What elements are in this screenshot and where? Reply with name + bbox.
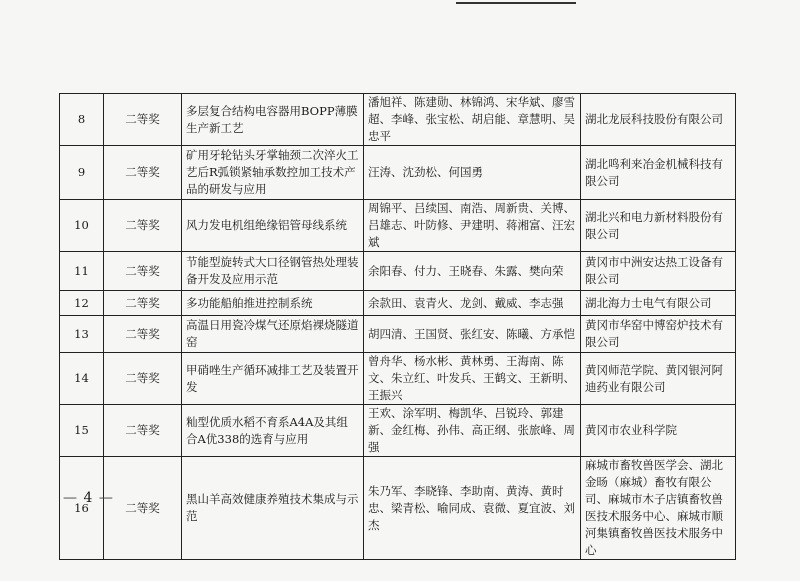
table-row: [60, 316, 736, 353]
project-name: 节能型旋转式大口径钢管热处理装备开发及应用示范: [182, 252, 364, 291]
table-row: [60, 252, 736, 291]
award-grade: 二等奖: [104, 94, 182, 146]
row-number: 8: [60, 94, 104, 146]
contributors: 潘旭祥、陈建勋、林锦鸿、宋华斌、廖雪超、李峰、张宝松、胡启能、章慧明、吴忠平: [364, 94, 581, 146]
page-number-value: 4: [83, 490, 94, 506]
award-grade: 二等奖: [104, 405, 182, 457]
row-number: 16: [60, 457, 104, 560]
award-grade: 二等奖: [104, 353, 182, 405]
award-grade: 二等奖: [104, 252, 182, 291]
organization: 湖北龙辰科技股份有限公司: [581, 94, 736, 146]
contributors: 余款田、袁青火、龙剑、戴威、李志强: [364, 291, 581, 316]
contributors: 汪涛、沈劲松、何国勇: [364, 146, 581, 200]
awards-table: [59, 93, 736, 560]
award-grade: 二等奖: [104, 291, 182, 316]
page-dash-left: —: [63, 490, 84, 506]
table-row: [60, 457, 736, 560]
table-row: [60, 146, 736, 200]
row-number: 13: [60, 316, 104, 353]
organization: 麻城市畜牧兽医学会、湖北金旸（麻城）畜牧有限公司、麻城市木子店镇畜牧兽医技术服务中心、麻城市顺河集镇畜牧兽医技术服务中心: [581, 457, 736, 560]
table-row: [60, 200, 736, 252]
contributors: 王欢、涂军明、梅凯华、吕锐玲、郭建新、金红梅、孙伟、高正纲、张旅峰、周强: [364, 405, 581, 457]
project-name: 籼型优质水稻不育系A4A及其组合A优338的选育与应用: [182, 405, 364, 457]
row-number: 10: [60, 200, 104, 252]
contributors: 胡四清、王国贤、张红安、陈曦、方承恺: [364, 316, 581, 353]
project-name: 黑山羊高效健康养殖技术集成与示范: [182, 457, 364, 560]
organization: 湖北鸣利来冶金机械科技有限公司: [581, 146, 736, 200]
award-grade: 二等奖: [104, 316, 182, 353]
top-margin-mark: [456, 2, 576, 7]
page-number: [63, 490, 114, 506]
contributors: 余阳春、付力、王晓春、朱露、樊向荣: [364, 252, 581, 291]
contributors: 周锦平、吕续国、南浩、周新贵、关博、吕雄志、叶防修、尹建明、蒋湘富、汪宏斌: [364, 200, 581, 252]
award-grade: 二等奖: [104, 200, 182, 252]
table-row: [60, 94, 736, 146]
organization: 湖北兴和电力新材料股份有限公司: [581, 200, 736, 252]
row-number: 11: [60, 252, 104, 291]
award-grade: 二等奖: [104, 146, 182, 200]
project-name: 风力发电机组绝缘铝管母线系统: [182, 200, 364, 252]
project-name: 高温日用瓷冷煤气还原焰裸烧隧道窑: [182, 316, 364, 353]
table-row: [60, 405, 736, 457]
project-name: 矿用牙轮钻头牙掌轴颈二次淬火工艺后R弧锁紧轴承数控加工技术产品的研发与应用: [182, 146, 364, 200]
row-number: 12: [60, 291, 104, 316]
award-grade: 二等奖: [104, 457, 182, 560]
contributors: 朱乃军、李晓锋、李助南、黄涛、黄时忠、梁青松、喻同成、袁微、夏宜波、刘杰: [364, 457, 581, 560]
project-name: 多功能船舶推进控制系统: [182, 291, 364, 316]
project-name: 多层复合结构电容器用BOPP薄膜生产新工艺: [182, 94, 364, 146]
page-dash-right: —: [93, 490, 114, 506]
project-name: 甲硝唑生产循环减排工艺及装置开发: [182, 353, 364, 405]
table-row: [60, 291, 736, 316]
table-row: [60, 353, 736, 405]
contributors: 曾舟华、杨水彬、黄林勇、王海南、陈文、朱立红、叶发兵、王鹤文、王新明、王振兴: [364, 353, 581, 405]
row-number: 14: [60, 353, 104, 405]
organization: 黄冈市农业科学院: [581, 405, 736, 457]
organization: 湖北海力士电气有限公司: [581, 291, 736, 316]
row-number: 15: [60, 405, 104, 457]
organization: 黄冈市中洲安达热工设备有限公司: [581, 252, 736, 291]
organization: 黄冈师范学院、黄冈银河阿迪药业有限公司: [581, 353, 736, 405]
row-number: 9: [60, 146, 104, 200]
organization: 黄冈市华窑中博窑炉技术有限公司: [581, 316, 736, 353]
